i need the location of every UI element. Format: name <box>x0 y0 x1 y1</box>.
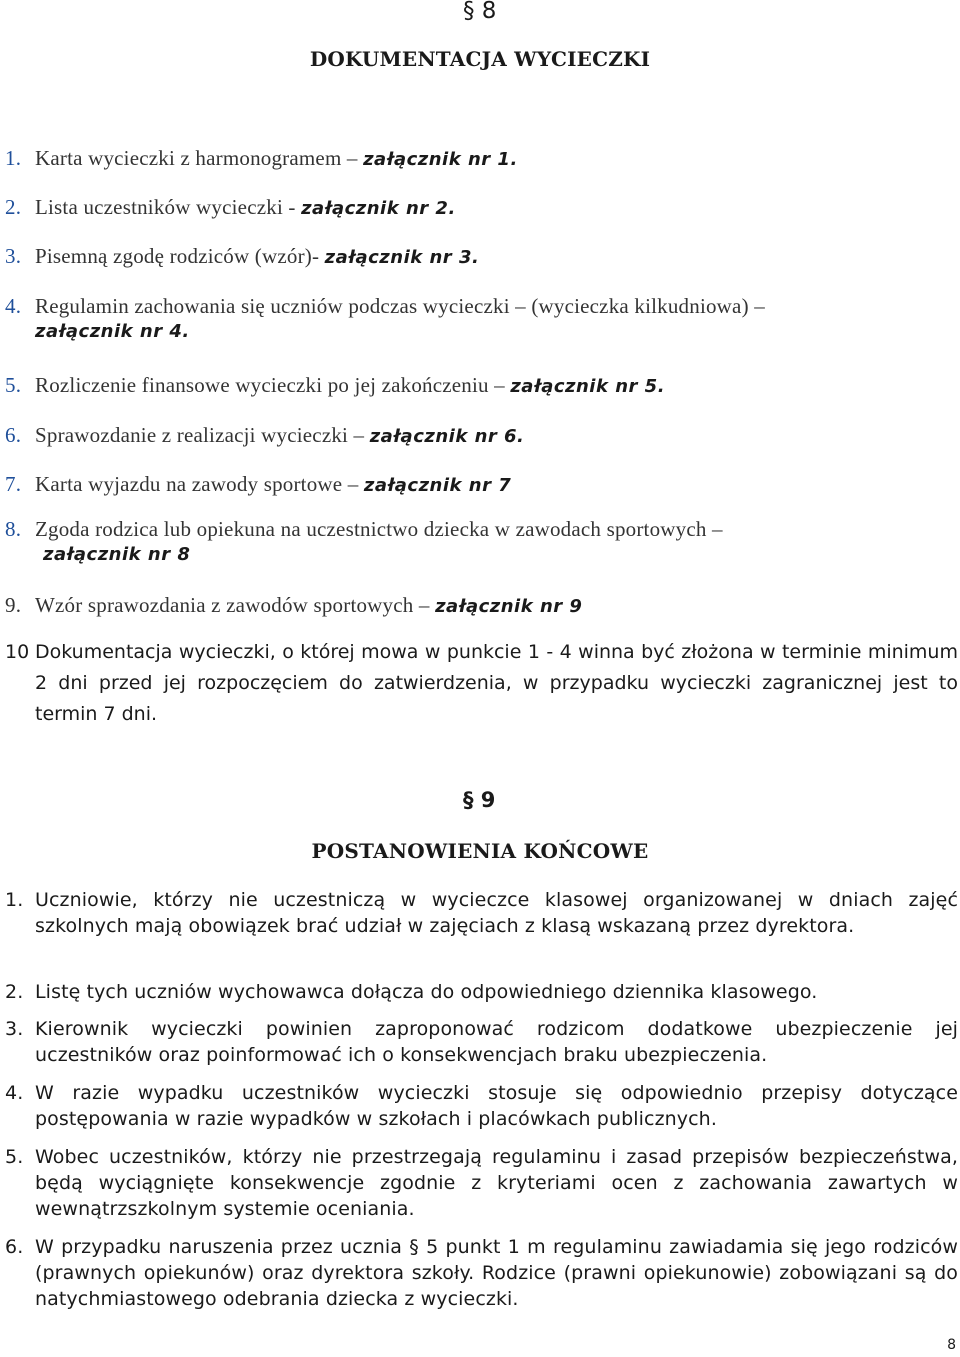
list-item-9-1: 1. Uczniowie, którzy nie uczestniczą w wycieczce klasowej organizowanej w dniach zajęć szkolnych mają obowiązek brać udział w zajęciach z klasą wskazaną przez dyrektora. <box>5 889 958 937</box>
section-9-title: POSTANOWIENIA KOŃCOWE <box>311 839 649 863</box>
list-item-9-6: 6. W przypadku naruszenia przez ucznia § 5 punkt 1 m regulaminu zawiadamia się jego rodziców (prawnych opiekunów) oraz dyrektora szkoły. Rodzice (prawni opiekunowie) zobowiązani są do natychmiastowego odebrania dziecka z wycieczki. <box>5 1236 958 1310</box>
paragraph-8-10: 10 Dokumentacja wycieczki, o której mowa w punkcie 1 - 4 winna być złożona w terminie minimum 2 dni przed jej rozpoczęciem do zatwierdzenia, w przypadku wycieczki zagranicznej jest to termin 7 dni. <box>5 641 958 725</box>
section-9-mark: § 9 <box>463 788 496 812</box>
list-item-8-6: 6. Sprawozdanie z realizacji wycieczki – załącznik nr 6. <box>5 423 525 447</box>
list-item-9-2: 2. Listę tych uczniów wychowawca dołącza do odpowiedniego dziennika klasowego. <box>5 981 818 1003</box>
list-item-8-5: 5. Rozliczenie finansowe wycieczki po jej zakończeniu – załącznik nr 5. <box>5 373 666 397</box>
list-item-8-9: 9. Wzór sprawozdania z zawodów sportowych – załącznik nr 9 <box>5 593 583 617</box>
list-item-8-4: 4. Regulamin zachowania się uczniów podczas wycieczki – (wycieczka kilkudniowa) – załącznik nr 4. <box>5 294 765 342</box>
list-item-8-1: 1. Karta wycieczki z harmonogramem – załącznik nr 1. <box>5 146 518 170</box>
list-item-8-7: 7. Karta wyjazdu na zawody sportowe – załącznik nr 7 <box>5 472 512 496</box>
list-item-8-8: 8. Zgoda rodzica lub opiekuna na uczestnictwo dziecka w zawodach sportowych – załącznik nr 8 <box>5 517 723 565</box>
section-8-title: DOKUMENTACJA WYCIECZKI <box>309 47 651 71</box>
page-number: 8 <box>947 1337 956 1353</box>
list-item-9-4: 4. W razie wypadku uczestników wycieczki stosuje się odpowiednio przepisy dotyczące postępowania w razie wypadków w szkołach i placówkach publicznych. <box>5 1082 958 1130</box>
list-item-8-3: 3. Pisemną zgodę rodziców (wzór)- załącznik nr 3. <box>5 244 480 268</box>
list-item-9-3: 3. Kierownik wycieczki powinien zaproponować rodzicom dodatkowe ubezpieczenie jej uczestników oraz poinformować ich o konsekwencjach braku ubezpieczenia. <box>5 1018 958 1066</box>
list-item-9-5: 5. Wobec uczestników, którzy nie przestrzegają regulaminu i zasad przepisów bezpieczeństwa, będą wyciągnięte konsekwencje zgodnie z kryteriami ocen z zachowania zawartych w wewnątrzszkolnym systemie oceniania. <box>5 1146 958 1220</box>
list-item-8-2: 2. Lista uczestników wycieczki - załącznik nr 2. <box>5 195 456 219</box>
section-8-mark: § 8 <box>463 0 497 24</box>
